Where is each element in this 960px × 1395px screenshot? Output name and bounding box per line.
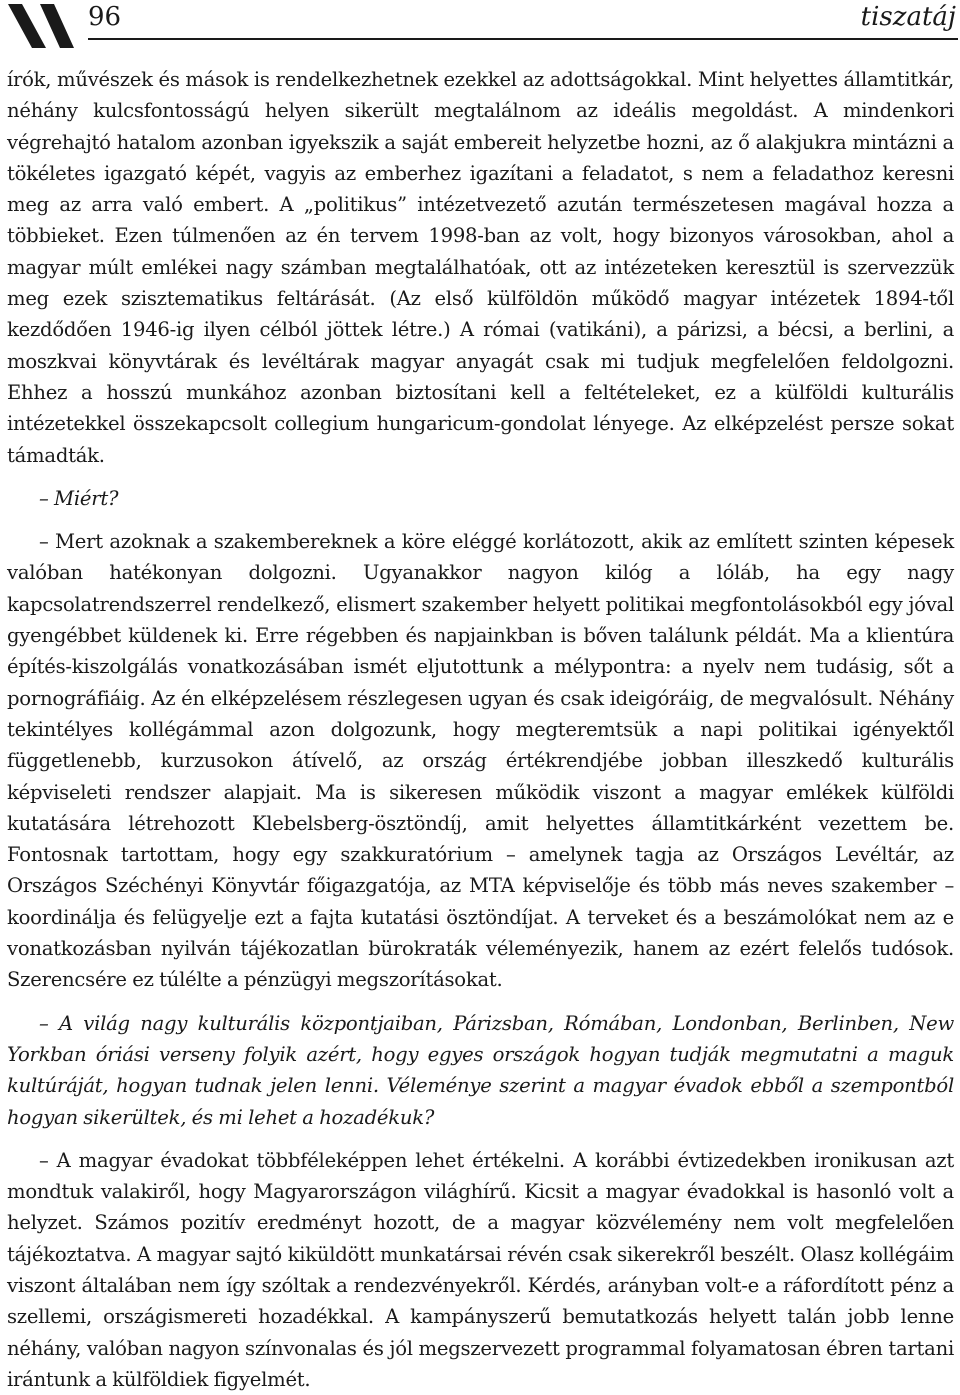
journal-name: tiszatáj [860,2,956,32]
paragraph: – Mert azoknak a szakembereknek a köre eléggé korlátozott, akik az említett szinten képesek valóban hatékonyan dolgozni. Ugyanakkor nagyon kilóg a lóláb, ha egy nagy kapcsolatrendszerrel rendelkező, elismert szakember helyett politikai megfontolásokból egy jóval gyengébbet küldenek ki. Erre régebben és napjainkban is bőven találunk példát. Ma a klientúra építés-kiszolgálás vonatkozásában ismét eljutottunk a mélypontra: a nyelv nem tudásig, sőt a pornográfiáig. Az én elképzelésem részlegesen ugyan és csak ideigóráig, de megvalósult. Néhány tekintélyes kollégámmal azon dolgozunk, hogy megteremtsük a napi politikai igényektől függetlenebb, kurzusokon átívelő, az ország értékrendjébe jobban illeszkedő kulturális képviseleti rendszer alapjait. Ma is sikeresen működik viszont a magyar emlékek külföldi kutatására létrehozott Klebelsberg-ösztöndíj, amit helyettes államtitkárként vezettem be. Fontosnak tartottam, hogy egy szakkuratórium – amelynek tagja az Országos Levéltár, az Országos Széchényi Könyvtár főigazgatója, az MTA képviselője és több más neves szakember – koordinálja és felügyelje ezt a fajta kutatási ösztöndíjat. A terveket és a beszámolókat nem az e vonatkozásban nyilván tájékozatlan bürokraták véleményezik, hanem az ezért felelős tudósok. Szerencsére ez túlélte a pénzügyi megszorításokat. [7,530,954,992]
paragraph: írók, művészek és mások is rendelkezhetnek ezekkel az adottságokkal. Mint helyettes államtitkár, néhány kulcsfontosságú helyen sikerült megtalálnom az ideális megoldást. A mindenkori végrehajtó hatalom azonban igyekszik a saját embereit helyzetbe hozni, az ő alakjukra mintázni a tökéletes igazgató képét, vagyis az emberhez igazítani a feladatot, s nem a feladathoz keresni meg az arra való embert. A „politikus” intézetvezető azután természetesen magával hozza a többieket. Ezen túlmenően az én tervem 1998-ban az volt, hogy bizonyos városokban, ahol a magyar múlt emlékei nagy számban megtalálhatóak, ott az intézeteken keresztül is szervezzük meg ezek szisztematikus feltárását. (Az első külföldön működő magyar intézetek 1894-től kezdődően 1946-ig ilyen célból jöttek létre.) A római (vatikáni), a párizsi, a bécsi, a berlini, a moszkvai könyvtárak és levéltárak magyar anyagát csak mi tudjuk megfelelően feldolgozni. Ehhez a hosszú munkához azonban biztosítani kell a feltételeket, ez a külföldi kulturális intézetekkel összekapcsolt collegium hungaricum-gondolat lényege. Az elképzelést persze sokat támadták. [7,68,954,467]
page-header [0,0,960,46]
paragraph: – A magyar évadokat többféleképpen lehet értékelni. A korábbi évtizedekben ironikusan azt mondtuk valakiről, hogy Magyarországon világhírű. Kicsit a magyar évadokkal is hasonló volt a helyzet. Számos pozitív eredményt hozott, de a magyar közvélemény nem volt megfelelően tájékoztatva. A magyar sajtó kiküldött munkatársai révén csak sikerekről beszélt. Olasz kollégáim viszont általában nem így szóltak a rendezvényekről. Kérdés, arányban volt-e a ráfordított pénz a szellemi, országismereti hozadékkal. A kampányszerű bemutatkozás helyett talán jobb lenne néhány, valóban nagyon színvonalas és jól megszervezett programmal folyamatosan ébren tartani irántunk a külföldiek figyelmét. [7,1148,954,1391]
article-body [7,64,954,1395]
header-rule [88,38,958,40]
chevron-mark-left [8,4,46,48]
interview-question: – Miért? [39,486,119,510]
page-number: 96 [88,2,122,32]
header-chevron-marks [8,4,78,48]
chevron-mark-right [40,4,74,48]
interview-question: – A világ nagy kulturális központjaiban, Párizsban, Rómában, Londonban, Berlinben, New Yorkban óriási verseny folyik azért, hogy egyes országok hogyan tudják megmutatni a maguk kultúráját, hogyan tudnak jelen lenni. Véleménye szerint a magyar évadok ebből a szempontból hogyan sikerültek, és mi lehet a hozadékuk? [7,1011,954,1129]
